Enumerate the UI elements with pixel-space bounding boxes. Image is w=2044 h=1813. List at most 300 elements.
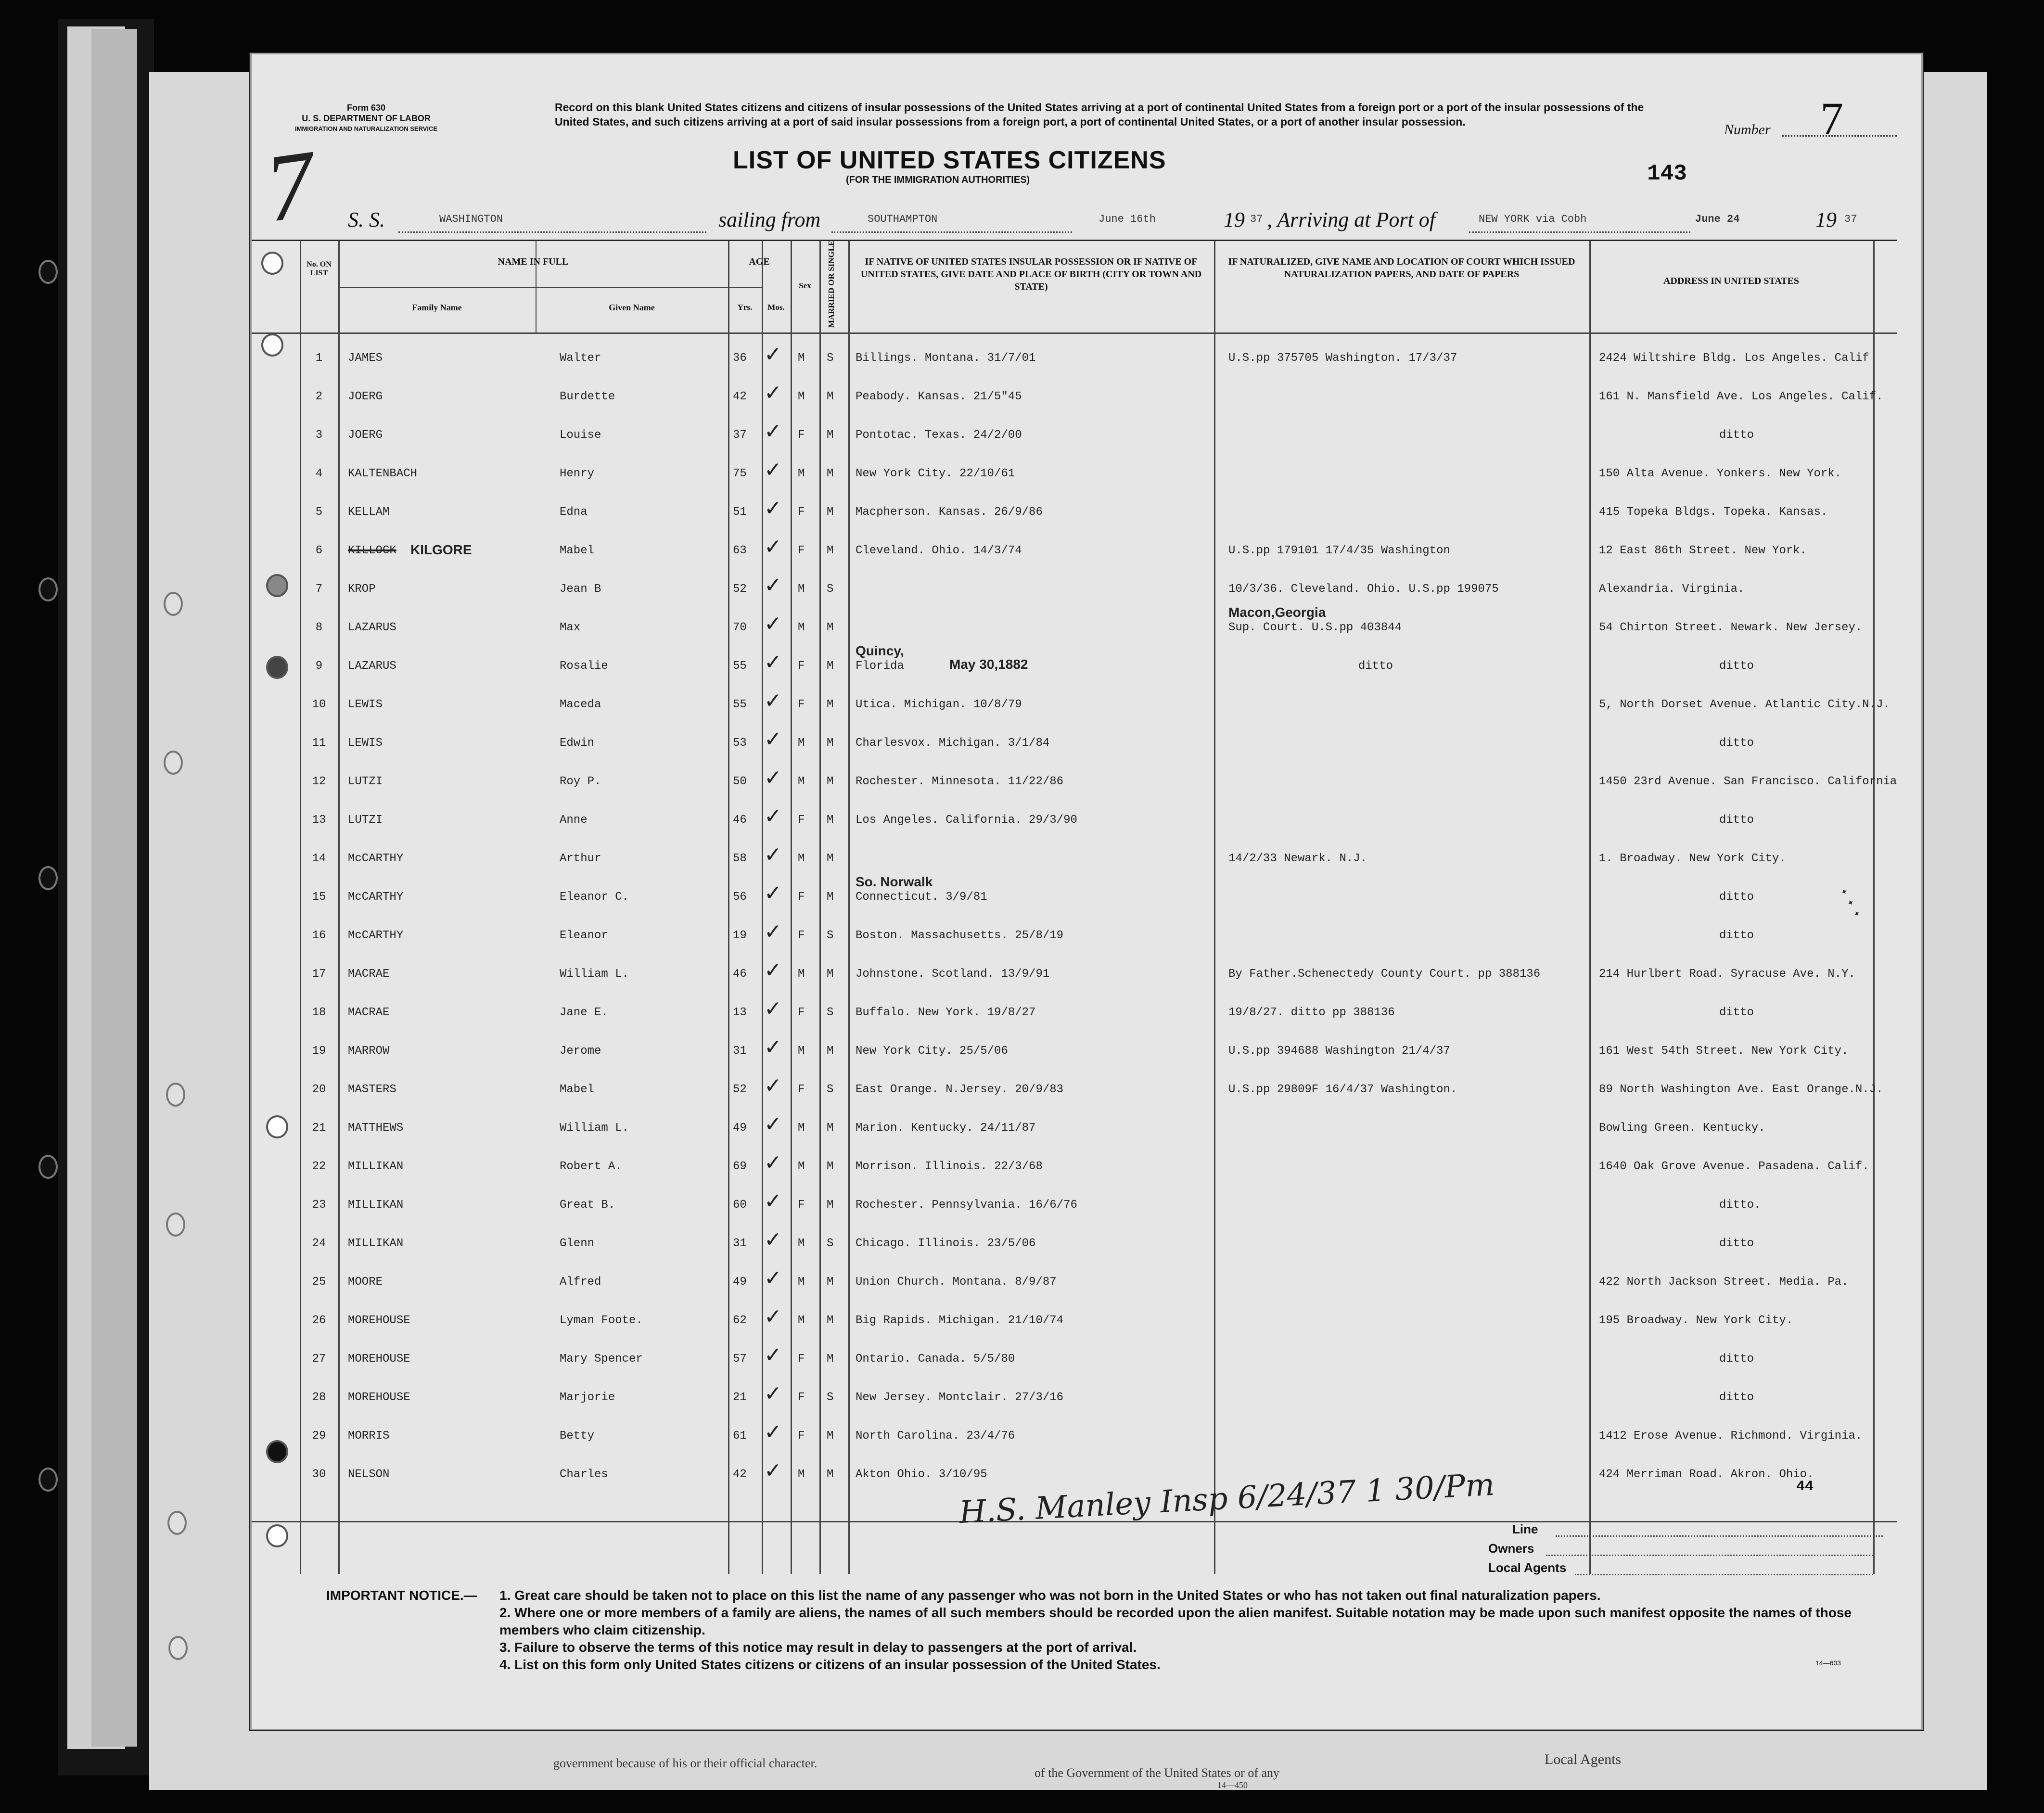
cell-sex: F	[798, 1199, 805, 1212]
cell-sex: M	[798, 968, 805, 981]
table-row	[252, 1304, 1897, 1352]
table-row	[252, 1112, 1897, 1159]
table-row	[252, 419, 1897, 466]
binder-hole	[164, 592, 183, 616]
cell-given: Arthur	[560, 852, 601, 865]
number-value: 7	[1820, 93, 1843, 144]
cell-family: JOERG	[348, 390, 383, 403]
arriving-label: , Arriving at Port of	[1267, 208, 1435, 231]
cell-sex: M	[798, 352, 805, 365]
cell-sex: M	[798, 1468, 805, 1481]
year-prefix: 19	[1224, 208, 1245, 231]
check-mark: ✓	[764, 1381, 782, 1406]
ship-name: WASHINGTON	[439, 213, 503, 225]
cell-age: 46	[733, 814, 747, 827]
cell-age: 53	[733, 737, 747, 750]
check-mark: ✓	[764, 958, 782, 983]
cell-birth: Connecticut. 3/9/81	[856, 891, 987, 904]
binder-hole	[168, 1636, 188, 1660]
passenger-table	[252, 240, 1897, 1574]
cell-family: MORRIS	[348, 1430, 390, 1443]
cell-birth: Buffalo. New York. 19/8/27	[856, 1006, 1036, 1019]
cell-age: 19	[733, 929, 747, 942]
underlying-page-footer	[553, 1723, 1949, 1795]
underlying-local-agents: Local Agents	[1545, 1751, 1622, 1767]
check-mark: ✓	[764, 804, 782, 829]
cell-addr: 415 Topeka Bldgs. Topeka. Kansas.	[1599, 506, 1828, 519]
sail-date: June 16th	[1099, 213, 1156, 225]
cell-sex: M	[798, 583, 805, 596]
cell-no: 20	[312, 1083, 326, 1096]
cell-addr: 161 N. Mansfield Ave. Los Angeles. Calif.	[1599, 390, 1883, 403]
cell-birth: Boston. Massachusetts. 25/8/19	[856, 929, 1064, 942]
check-mark: ✓	[764, 612, 782, 636]
cell-ms: M	[827, 1276, 834, 1289]
cell-sex: F	[798, 660, 805, 673]
cell-sex: M	[798, 775, 805, 788]
cell-ms: M	[827, 891, 834, 904]
cell-addr: 1640 Oak Grove Avenue. Pasadena. Calif.	[1599, 1160, 1869, 1173]
cell-addr: 1412 Erose Avenue. Richmond. Virginia.	[1599, 1430, 1863, 1443]
cell-family: LAZARUS	[348, 621, 396, 634]
owners-label: Owners	[1488, 1541, 1534, 1556]
table-row	[252, 573, 1897, 620]
cell-family: LEWIS	[348, 737, 383, 750]
underlying-text-2: of the Government of the United States or of any	[1035, 1766, 1280, 1780]
cell-ms: S	[827, 583, 834, 596]
cell-family: MILLIKAN	[348, 1237, 404, 1250]
cell-ms: M	[827, 814, 834, 827]
cell-ms: S	[827, 929, 834, 942]
cell-nat: 10/3/36. Cleveland. Ohio. U.S.pp 199075	[1228, 583, 1499, 596]
form-info	[295, 102, 437, 134]
cell-addr: ditto	[1719, 1237, 1754, 1250]
cell-age: 63	[733, 544, 747, 557]
cell-family: McCARTHY	[348, 891, 404, 904]
check-mark: ✓	[764, 689, 782, 713]
table-row	[252, 874, 1897, 928]
check-mark: ✓	[764, 1304, 782, 1329]
cell-nat: ditto	[1358, 660, 1393, 673]
cell-ms: S	[827, 1083, 834, 1096]
cell-ms: M	[827, 1122, 834, 1135]
cell-no: 8	[315, 621, 323, 634]
cell-no: 5	[315, 506, 323, 519]
cell-age: 62	[733, 1314, 747, 1327]
cell-no: 18	[312, 1006, 326, 1019]
cell-no: 15	[312, 891, 326, 904]
table-row	[252, 643, 1897, 697]
cell-age: 21	[733, 1391, 747, 1404]
form-code: 14—603	[1815, 1659, 1841, 1667]
cell-no: 12	[312, 775, 326, 788]
cell-addr: 195 Broadway. New York City.	[1599, 1314, 1793, 1327]
cell-no: 30	[312, 1468, 326, 1481]
cell-age: 69	[733, 1160, 747, 1173]
cell-family: KROP	[348, 583, 376, 596]
cell-family: NELSON	[348, 1468, 390, 1481]
cell-ms: M	[827, 467, 834, 480]
cell-sex: F	[798, 929, 805, 942]
cell-addr: ditto	[1719, 429, 1754, 442]
underlying-text: government because of his or their official character.	[553, 1756, 818, 1770]
check-mark: ✓	[764, 1343, 782, 1367]
number-line	[1782, 135, 1897, 137]
notice-item-4: 4. List on this form only United States citizens or citizens of an insular possession of the United States.	[499, 1657, 1161, 1672]
cell-age: 61	[733, 1430, 747, 1443]
cell-family: KALTENBACH	[348, 467, 418, 480]
table-row	[252, 1266, 1897, 1313]
stamp-number: 143	[1647, 161, 1687, 186]
cell-given: Jane E.	[560, 1006, 608, 1019]
cell-given: Louise	[560, 429, 601, 442]
cell-addr: ditto	[1719, 660, 1754, 673]
cell-age: 31	[733, 1237, 747, 1250]
check-mark: ✓	[764, 727, 782, 752]
cell-no: 25	[312, 1276, 326, 1289]
cell-ms: M	[827, 660, 834, 673]
cell-addr: 214 Hurlbert Road. Syracuse Ave. N.Y.	[1599, 968, 1855, 981]
cell-no: 21	[312, 1122, 326, 1135]
header-naturalized: IF NATURALIZED, GIVE NAME AND LOCATION OF COURT WHICH ISSUED NATURALIZATION PAPERS, AND DATE OF PAPERS	[1228, 256, 1575, 280]
binder-hole	[38, 260, 58, 284]
cell-given: Lyman Foote.	[560, 1314, 643, 1327]
cell-nat: By Father.Schenectedy County Court. pp 388136	[1228, 968, 1541, 981]
page-title: LIST OF UNITED STATES CITIZENS	[733, 146, 1166, 174]
check-mark: ✓	[764, 996, 782, 1021]
cell-given: Jerome	[560, 1045, 601, 1058]
cell-no: 7	[315, 583, 323, 596]
cell-age: 13	[733, 1006, 747, 1019]
cell-sex: F	[798, 1083, 805, 1096]
check-mark: ✓	[764, 1112, 782, 1136]
cell-ms: M	[827, 1353, 834, 1366]
cell-ms: M	[827, 968, 834, 981]
cell-family: McCARTHY	[348, 929, 404, 942]
cell-no: 23	[312, 1199, 326, 1212]
cell-sex: M	[798, 1276, 805, 1289]
year-prefix-2: 19	[1815, 208, 1837, 231]
cell-birth: Macpherson. Kansas. 26/9/86	[856, 506, 1043, 519]
cell-age: 46	[733, 968, 747, 981]
cell-sex: M	[798, 1122, 805, 1135]
cell-birth: Ontario. Canada. 5/5/80	[856, 1353, 1015, 1366]
cell-birth: Charlesvox. Michigan. 3/1/84	[856, 737, 1050, 750]
cell-ms: M	[827, 737, 834, 750]
cell-addr: ditto	[1719, 1353, 1754, 1366]
cell-given: Alfred	[560, 1276, 601, 1289]
cell-birth: Rochester. Pennsylvania. 16/6/76	[856, 1199, 1077, 1212]
cell-age: 36	[733, 352, 747, 365]
cell-addr: ditto	[1719, 1391, 1754, 1404]
cell-given: Henry	[560, 467, 595, 480]
cell-birth: Pontotac. Texas. 24/2/00	[856, 429, 1022, 442]
cell-age: 60	[733, 1199, 747, 1212]
cell-nat: U.S.pp 394688 Washington 21/4/37	[1228, 1045, 1450, 1058]
cell-given: Glenn	[560, 1237, 595, 1250]
header-sex: Sex	[799, 281, 811, 290]
cell-family: MILLIKAN	[348, 1160, 404, 1173]
cell-given: Eleanor C.	[560, 891, 629, 904]
ship-line	[398, 231, 706, 233]
binder-hole	[167, 1511, 187, 1535]
cell-ms: M	[827, 1468, 834, 1481]
cell-family: LEWIS	[348, 698, 383, 711]
cell-sex: M	[798, 390, 805, 403]
cell-sex: M	[798, 1160, 805, 1173]
sailing-label: sailing from	[718, 208, 821, 231]
cell-nat: U.S.pp 375705 Washington. 17/3/37	[1228, 352, 1457, 365]
cell-family: KELLAM	[348, 506, 390, 519]
cell-ms: S	[827, 352, 834, 365]
check-mark: ✓	[764, 1150, 782, 1175]
cell-no: 26	[312, 1314, 326, 1327]
table-row	[252, 689, 1897, 736]
cell-no: 17	[312, 968, 326, 981]
cell-sex: M	[798, 1237, 805, 1250]
cell-ms: M	[827, 852, 834, 865]
cell-given: Betty	[560, 1430, 595, 1443]
cell-no: 4	[315, 467, 323, 480]
check-mark: ✓	[764, 881, 782, 906]
service: IMMIGRATION AND NATURALIZATION SERVICE	[295, 125, 438, 132]
cell-no: 9	[315, 660, 323, 673]
cell-given: Edwin	[560, 737, 595, 750]
check-mark: ✓	[764, 919, 782, 944]
table-row	[252, 1150, 1897, 1198]
from-line	[831, 231, 1072, 233]
check-mark: ✓	[764, 342, 782, 367]
check-mark: ✓	[764, 843, 782, 867]
header-married: MARRIED OR SINGLE	[827, 240, 836, 328]
cell-sex: F	[798, 1391, 805, 1404]
cell-given: Walter	[560, 352, 601, 365]
cell-ms: S	[827, 1391, 834, 1404]
table-row	[252, 381, 1897, 428]
cell-given: William L.	[560, 968, 629, 981]
cell-family: LUTZI	[348, 775, 383, 788]
cell-birth: Union Church. Montana. 8/9/87	[856, 1276, 1057, 1289]
binder-hole	[38, 1468, 58, 1492]
cell-given: Edna	[560, 506, 588, 519]
header-mos: Mos.	[767, 303, 785, 312]
line-field	[1556, 1535, 1883, 1537]
table-row	[252, 605, 1897, 659]
header-rule	[252, 332, 1897, 334]
cell-family: MOREHOUSE	[348, 1391, 410, 1404]
cell-birth: New York City. 22/10/61	[856, 467, 1015, 480]
notice-item-1: IMPORTANT NOTICE.— 1. Great care should be taken not to place on this list the name of any passenger who was not born in the United States or who has not taken out final naturalization papers.	[326, 1587, 1914, 1604]
table-row	[252, 958, 1897, 1005]
table-row	[252, 843, 1897, 890]
cell-sex: M	[798, 1045, 805, 1058]
cell-ms: M	[827, 698, 834, 711]
local-agents-field	[1575, 1574, 1873, 1575]
cell-given: Mabel	[560, 1083, 595, 1096]
table-row	[252, 919, 1897, 967]
preamble: Record on this blank United States citizens and citizens of insular possessions of the United States arriving at a port of continental United States from a foreign port or a port of the insular possessions of the United States, and such citizens arriving at a port of said insular possessions from a foreign port, a port of continental United States, or a port of another insular possession.	[555, 101, 1644, 128]
cell-sex: M	[798, 737, 805, 750]
cell-age: 42	[733, 390, 747, 403]
table-row	[252, 342, 1897, 389]
cell-sex: F	[798, 891, 805, 904]
cell-sex: F	[798, 1006, 805, 1019]
binder-hole	[166, 1083, 185, 1107]
cell-sex: M	[798, 852, 805, 865]
cell-addr: ditto	[1719, 814, 1754, 827]
cell-addr: 5, North Dorset Avenue. Atlantic City.N.J.	[1599, 698, 1890, 711]
cell-family: LAZARUS	[348, 660, 396, 673]
inspector-signature: H.S. Manley Insp 6/24/37 1 30/Pm	[958, 1467, 1495, 1531]
cell-birth: Florida	[856, 660, 904, 673]
cell-no: 14	[312, 852, 326, 865]
cell-addr: 12 East 86th Street. New York.	[1599, 544, 1807, 557]
header-family-name: Family Name	[412, 303, 462, 312]
cell-birth: Chicago. Illinois. 23/5/06	[856, 1237, 1036, 1250]
cell-no: 10	[312, 698, 326, 711]
cell-age: 55	[733, 698, 747, 711]
circular-stamp: ✦ ✦ ✦	[1837, 886, 1864, 920]
cell-ms: M	[827, 1430, 834, 1443]
cell-addr: ditto	[1719, 929, 1754, 942]
cell-given: Anne	[560, 814, 588, 827]
binder-hole	[164, 751, 183, 775]
underlying-form-code: 14—450	[1217, 1780, 1248, 1790]
header-age: AGE	[749, 256, 770, 267]
cell-addr: Bowling Green. Kentucky.	[1599, 1122, 1765, 1135]
header-birth: IF NATIVE OF UNITED STATES INSULAR POSSESSION OR IF NATIVE OF UNITED STATES, GIVE DATE AND PLACE OF BIRTH (CITY OR TOWN AND STATE)	[860, 256, 1202, 292]
header-rule	[338, 287, 762, 288]
cell-nat: Sup. Court. U.S.pp 403844	[1228, 621, 1402, 634]
cell-age: 31	[733, 1045, 747, 1058]
table-row	[252, 1035, 1897, 1082]
cell-birth: Peabody. Kansas. 21/5"45	[856, 390, 1022, 403]
cell-sex: F	[798, 698, 805, 711]
ss-label: S. S.	[348, 208, 385, 231]
cell-age: 50	[733, 775, 747, 788]
cell-age: 75	[733, 467, 747, 480]
arrival-line	[1469, 231, 1690, 233]
cell-birth: New York City. 25/5/06	[856, 1045, 1008, 1058]
cell-sex: F	[798, 814, 805, 827]
cell-given: Robert A.	[560, 1160, 622, 1173]
cell-family: MATTHEWS	[348, 1122, 404, 1135]
cell-nat: U.S.pp 179101 17/4/35 Washington	[1228, 544, 1450, 557]
cell-birth: Billings. Montana. 31/7/01	[856, 352, 1036, 365]
cell-birth: East Orange. N.Jersey. 20/9/83	[856, 1083, 1064, 1096]
cell-sex: M	[798, 467, 805, 480]
cell-no: 6	[315, 544, 323, 557]
line-label: Line	[1512, 1522, 1538, 1536]
check-mark: ✓	[764, 1266, 782, 1290]
cell-no: 2	[315, 390, 323, 403]
cell-addr: ditto	[1719, 1006, 1754, 1019]
cell-ms: M	[827, 544, 834, 557]
cell-ms: M	[827, 390, 834, 403]
cell-addr: Alexandria. Virginia.	[1599, 583, 1745, 596]
check-mark: ✓	[764, 535, 782, 559]
table-row	[252, 766, 1897, 813]
cell-no: 16	[312, 929, 326, 942]
cell-ms: M	[827, 1314, 834, 1327]
page-subtitle: (FOR THE IMMIGRATION AUTHORITIES)	[846, 175, 1030, 185]
cell-ms: S	[827, 1237, 834, 1250]
cell-birth: Cleveland. Ohio. 14/3/74	[856, 544, 1022, 557]
table-row	[252, 1073, 1897, 1121]
check-mark: ✓	[764, 650, 782, 675]
cell-family: LUTZI	[348, 814, 383, 827]
cell-age: 57	[733, 1353, 747, 1366]
cell-given: Maceda	[560, 698, 601, 711]
cell-addr: 150 Alta Avenue. Yonkers. New York.	[1599, 467, 1842, 480]
cell-addr: 54 Chirton Street. Newark. New Jersey.	[1599, 621, 1863, 634]
cell-age: 49	[733, 1122, 747, 1135]
table-row	[252, 458, 1897, 505]
cell-age: 55	[733, 660, 747, 673]
cell-ms: M	[827, 1045, 834, 1058]
cell-birth: Johnstone. Scotland. 13/9/91	[856, 968, 1050, 981]
cell-no: 19	[312, 1045, 326, 1058]
check-mark: ✓	[764, 766, 782, 790]
cell-ms: M	[827, 1160, 834, 1173]
cell-addr: 424 Merriman Road. Akron. Ohio.	[1599, 1468, 1814, 1481]
cell-addr: 89 North Washington Ave. East Orange.N.J.	[1599, 1083, 1883, 1096]
header-address: ADDRESS IN UNITED STATES	[1663, 276, 1800, 286]
cell-addr: 1450 23rd Avenue. San Francisco. California	[1599, 775, 1897, 788]
cell-family: JOERG	[348, 429, 383, 442]
table-row	[252, 1227, 1897, 1275]
cell-no: 22	[312, 1160, 326, 1173]
cell-age: 37	[733, 429, 747, 442]
cell-no: 24	[312, 1237, 326, 1250]
important-notice	[326, 1587, 1914, 1673]
cell-family_struck: KILLOCK	[348, 544, 396, 557]
table-row	[252, 996, 1897, 1044]
table-row	[252, 1420, 1897, 1467]
header-no: No. ON LIST	[307, 260, 332, 277]
cell-family: MILLIKAN	[348, 1199, 404, 1212]
cell-nat: 19/8/27. ditto pp 388136	[1228, 1006, 1395, 1019]
cell-family: MOREHOUSE	[348, 1314, 410, 1327]
cell-given: Charles	[560, 1468, 608, 1481]
cell-sex: F	[798, 1353, 805, 1366]
cell-birth: Akton Ohio. 3/10/95	[856, 1468, 987, 1481]
binder-hole	[38, 577, 58, 601]
binder-hole	[38, 866, 58, 890]
table-row	[252, 535, 1897, 582]
cell-ms: M	[827, 775, 834, 788]
cell-ms: M	[827, 621, 834, 634]
cell-birth: New Jersey. Montclair. 27/3/16	[856, 1391, 1064, 1404]
number-label: Number	[1724, 122, 1771, 138]
cell-nat_top: Macon,Georgia	[1228, 605, 1326, 620]
cell-age: 42	[733, 1468, 747, 1481]
cell-ms: M	[827, 1199, 834, 1212]
cell-no: 1	[315, 352, 323, 365]
cell-given: Roy P.	[560, 775, 601, 788]
cell-addr: 2424 Wiltshire Bldg. Los Angeles. Calif	[1599, 352, 1869, 365]
sail-year: 37	[1250, 213, 1263, 225]
cell-given: Burdette	[560, 390, 615, 403]
cell-family: MARROW	[348, 1045, 390, 1058]
cell-sex: F	[798, 429, 805, 442]
stacked-sheet	[91, 29, 137, 1747]
cell-sex: F	[798, 1430, 805, 1443]
cell-age: 52	[733, 1083, 747, 1096]
cell-family: MOORE	[348, 1276, 383, 1289]
total-count: 44	[1796, 1479, 1814, 1495]
cell-given: Rosalie	[560, 660, 608, 673]
